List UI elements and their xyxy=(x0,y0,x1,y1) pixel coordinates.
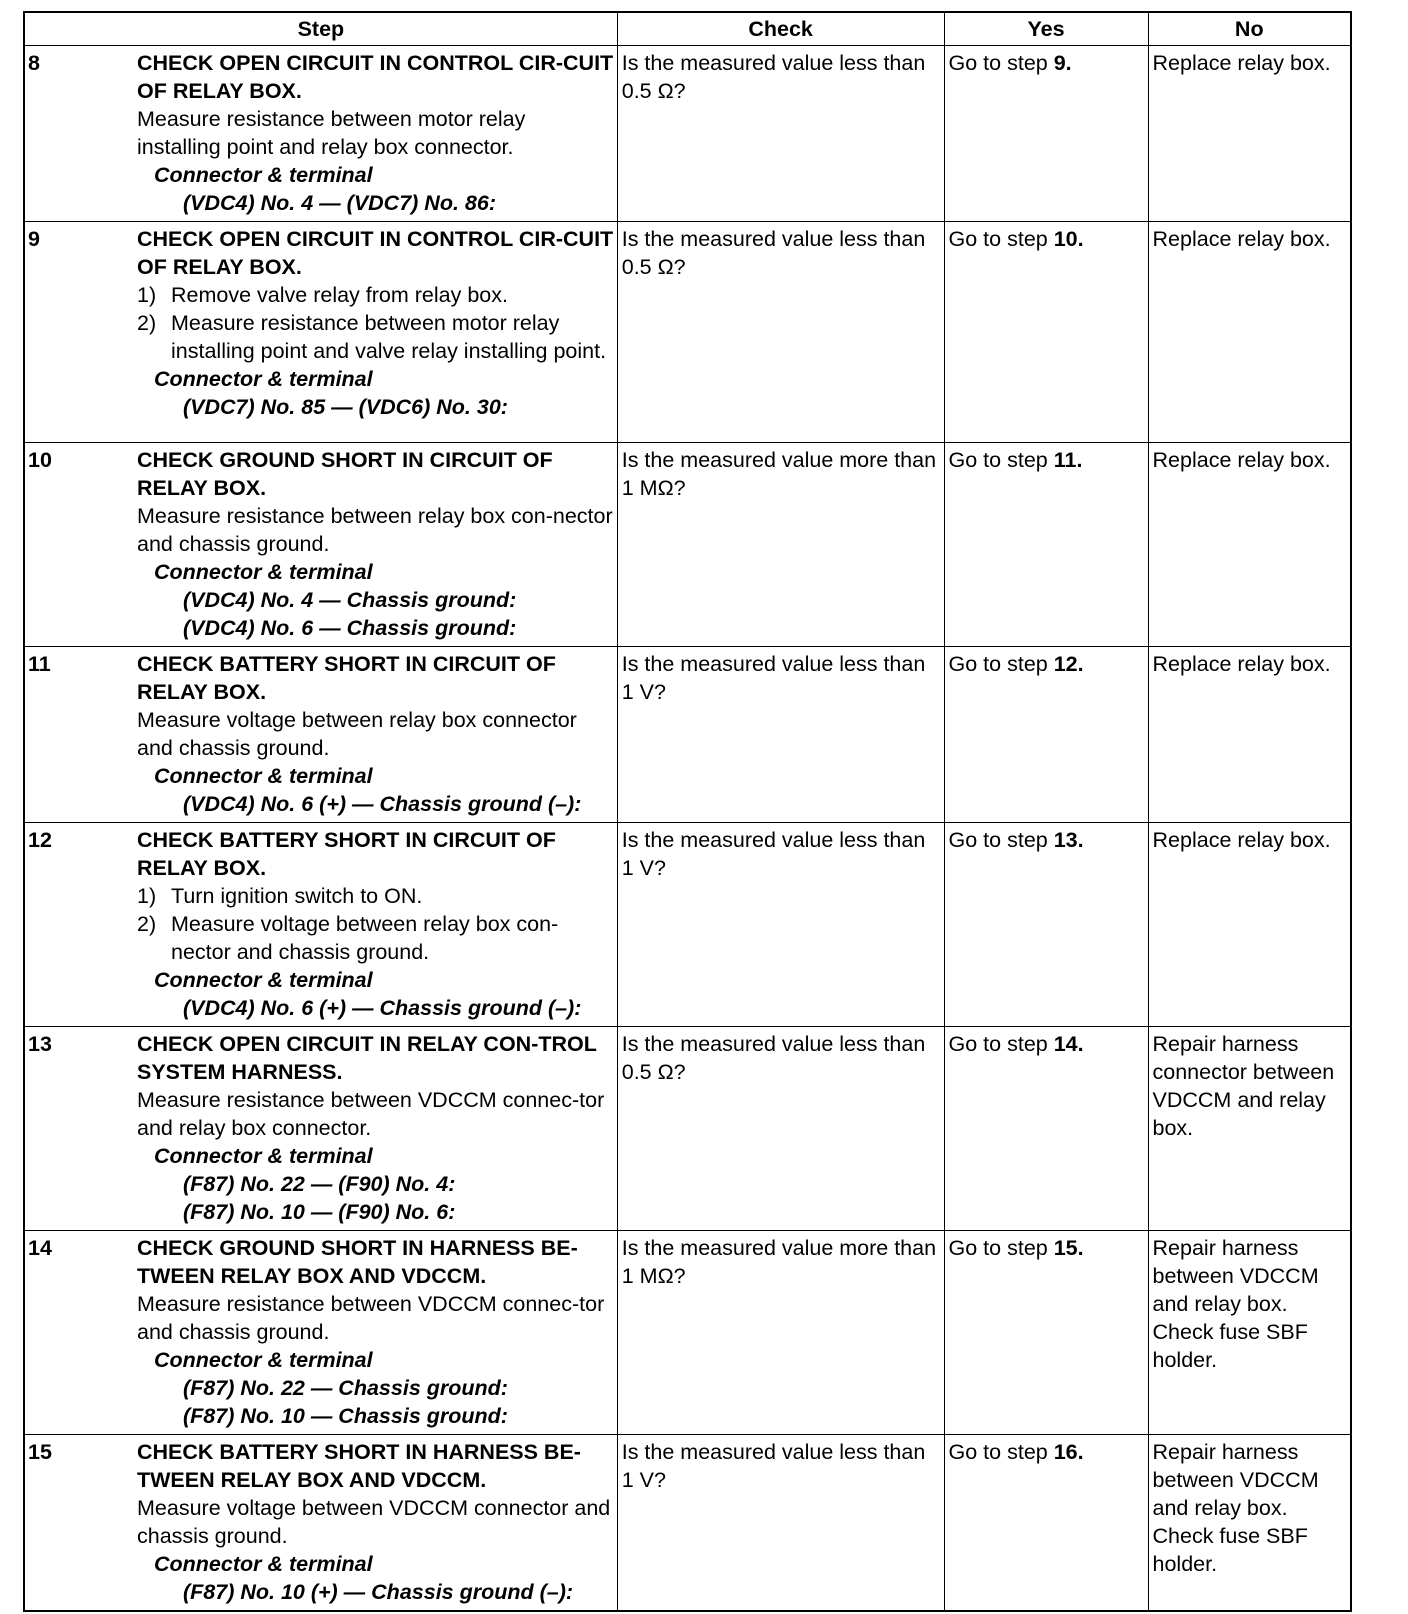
yes-prefix: Go to step xyxy=(948,652,1048,676)
step-title: CHECK BATTERY SHORT IN HARNESS BE-TWEEN RELAY BOX AND VDCCM. xyxy=(137,1440,581,1492)
check-cell: Is the measured value less than 1 V? xyxy=(617,647,944,823)
header-row xyxy=(24,12,1351,46)
table-row xyxy=(24,647,1351,823)
yes-prefix: Go to step xyxy=(948,828,1048,852)
yes-cell xyxy=(944,823,1148,1027)
step-body xyxy=(137,446,615,642)
substep-text: Turn ignition switch to ON. xyxy=(171,884,423,908)
table-row xyxy=(24,443,1351,647)
no-cell: Replace relay box. xyxy=(1148,222,1351,443)
yes-header: Yes xyxy=(944,12,1148,46)
yes-prefix: Go to step xyxy=(948,227,1048,251)
connector-terminal-line: (VDC4) No. 6 — Chassis ground: xyxy=(183,616,517,640)
step-body xyxy=(137,49,615,217)
yes-step-number: 15. xyxy=(1053,1236,1084,1260)
yes-cell xyxy=(944,443,1148,647)
no-cell: Repair harness between VDCCM and relay box. Check fuse SBF holder. xyxy=(1148,1231,1351,1435)
connector-terminal-line: (F87) No. 22 — Chassis ground: xyxy=(183,1376,508,1400)
step-title: CHECK GROUND SHORT IN HARNESS BE-TWEEN RELAY BOX AND VDCCM. xyxy=(137,1236,578,1288)
substep xyxy=(137,281,615,309)
check-cell: Is the measured value less than 0.5 Ω? xyxy=(617,1027,944,1231)
step-body xyxy=(137,650,615,818)
step-cell xyxy=(24,443,617,647)
step-title: CHECK OPEN CIRCUIT IN RELAY CON-TROL SYSTEM HARNESS. xyxy=(137,1032,597,1084)
substep xyxy=(137,882,615,910)
substep-number: 2) xyxy=(137,912,157,936)
substep-number: 1) xyxy=(137,884,157,908)
connector-terminal-label: Connector & terminal xyxy=(154,1144,373,1168)
connector-terminal-line: (F87) No. 10 (+) — Chassis ground (–): xyxy=(183,1580,574,1604)
diagnostic-table xyxy=(23,11,1352,1612)
step-instruction: Measure voltage between VDCCM connector and chassis ground. xyxy=(137,1496,611,1548)
substep-text: Measure voltage between relay box con-nector and chassis ground. xyxy=(171,912,559,964)
connector-terminal-label: Connector & terminal xyxy=(154,1348,373,1372)
yes-cell xyxy=(944,647,1148,823)
yes-step-number: 16. xyxy=(1053,1440,1084,1464)
yes-cell xyxy=(944,1435,1148,1612)
yes-step-number: 10. xyxy=(1053,227,1084,251)
check-cell: Is the measured value less than 1 V? xyxy=(617,823,944,1027)
connector-terminal-label: Connector & terminal xyxy=(154,1552,373,1576)
connector-terminal-line: (VDC4) No. 6 (+) — Chassis ground (–): xyxy=(183,996,582,1020)
step-cell xyxy=(24,1231,617,1435)
step-instruction: Measure resistance between VDCCM connec-tor and relay box connector. xyxy=(137,1088,605,1140)
step-instruction: Measure resistance between relay box con-nector and chassis ground. xyxy=(137,504,613,556)
no-cell: Replace relay box. xyxy=(1148,823,1351,1027)
yes-prefix: Go to step xyxy=(948,1032,1048,1056)
step-body xyxy=(137,1030,615,1226)
yes-step-number: 11. xyxy=(1053,448,1083,472)
check-cell: Is the measured value more than 1 MΩ? xyxy=(617,443,944,647)
substep-number: 1) xyxy=(137,283,157,307)
step-number: 14 xyxy=(28,1236,52,1260)
check-header: Check xyxy=(617,12,944,46)
table-body xyxy=(24,46,1351,1612)
substep xyxy=(137,309,615,365)
step-number: 8 xyxy=(28,51,40,75)
yes-cell xyxy=(944,1231,1148,1435)
check-cell: Is the measured value more than 1 MΩ? xyxy=(617,1231,944,1435)
yes-prefix: Go to step xyxy=(948,1440,1048,1464)
connector-terminal-line: (F87) No. 10 — (F90) No. 6: xyxy=(183,1200,456,1224)
step-header: Step xyxy=(24,12,617,46)
step-number: 10 xyxy=(28,448,52,472)
step-instruction: Measure voltage between relay box connector and chassis ground. xyxy=(137,708,577,760)
yes-cell xyxy=(944,222,1148,443)
substep-text: Measure resistance between motor relay installing point and valve relay installing point. xyxy=(171,311,607,363)
table-row xyxy=(24,1027,1351,1231)
substep-text: Remove valve relay from relay box. xyxy=(171,283,508,307)
no-cell: Replace relay box. xyxy=(1148,647,1351,823)
no-cell: Repair harness between VDCCM and relay box. Check fuse SBF holder. xyxy=(1148,1435,1351,1612)
step-title: CHECK BATTERY SHORT IN CIRCUIT OF RELAY BOX. xyxy=(137,652,556,704)
step-body xyxy=(137,225,615,421)
no-cell: Replace relay box. xyxy=(1148,46,1351,222)
connector-terminal-label: Connector & terminal xyxy=(154,560,373,584)
step-title: CHECK OPEN CIRCUIT IN CONTROL CIR-CUIT OF RELAY BOX. xyxy=(137,51,614,103)
yes-step-number: 12. xyxy=(1053,652,1084,676)
table-row xyxy=(24,222,1351,443)
step-body xyxy=(137,1234,615,1430)
connector-terminal-line: (F87) No. 10 — Chassis ground: xyxy=(183,1404,508,1428)
connector-terminal-label: Connector & terminal xyxy=(154,163,373,187)
substep-number: 2) xyxy=(137,311,157,335)
connector-terminal-line: (VDC4) No. 4 — Chassis ground: xyxy=(183,588,517,612)
table-row xyxy=(24,1231,1351,1435)
check-cell: Is the measured value less than 1 V? xyxy=(617,1435,944,1612)
step-instruction: Measure resistance between motor relay installing point and relay box connector. xyxy=(137,107,526,159)
step-body xyxy=(137,826,615,1022)
yes-prefix: Go to step xyxy=(948,1236,1048,1260)
connector-terminal-line: (VDC4) No. 6 (+) — Chassis ground (–): xyxy=(183,792,582,816)
yes-prefix: Go to step xyxy=(948,51,1048,75)
step-cell xyxy=(24,222,617,443)
step-number: 12 xyxy=(28,828,52,852)
no-cell: Replace relay box. xyxy=(1148,443,1351,647)
connector-terminal-label: Connector & terminal xyxy=(154,367,373,391)
step-number: 15 xyxy=(28,1440,52,1464)
table-row xyxy=(24,823,1351,1027)
check-cell: Is the measured value less than 0.5 Ω? xyxy=(617,222,944,443)
substep xyxy=(137,910,615,966)
connector-terminal-label: Connector & terminal xyxy=(154,764,373,788)
step-title: CHECK OPEN CIRCUIT IN CONTROL CIR-CUIT OF RELAY BOX. xyxy=(137,227,614,279)
step-number: 13 xyxy=(28,1032,52,1056)
yes-step-number: 9. xyxy=(1053,51,1072,75)
step-cell xyxy=(24,1435,617,1612)
yes-cell xyxy=(944,1027,1148,1231)
step-cell xyxy=(24,1027,617,1231)
connector-terminal-line: (VDC4) No. 4 — (VDC7) No. 86: xyxy=(183,191,496,215)
step-number: 9 xyxy=(28,227,40,251)
step-cell xyxy=(24,647,617,823)
yes-step-number: 14. xyxy=(1053,1032,1084,1056)
check-cell: Is the measured value less than 0.5 Ω? xyxy=(617,46,944,222)
connector-terminal-line: (VDC7) No. 85 — (VDC6) No. 30: xyxy=(183,395,508,419)
yes-step-number: 13. xyxy=(1053,828,1084,852)
step-body xyxy=(137,1438,615,1606)
connector-terminal-line: (F87) No. 22 — (F90) No. 4: xyxy=(183,1172,456,1196)
step-number: 11 xyxy=(28,652,51,676)
step-title: CHECK BATTERY SHORT IN CIRCUIT OF RELAY BOX. xyxy=(137,828,556,880)
step-instruction: Measure resistance between VDCCM connec-tor and chassis ground. xyxy=(137,1292,605,1344)
no-header: No xyxy=(1148,12,1351,46)
no-cell: Repair harness connector between VDCCM and relay box. xyxy=(1148,1027,1351,1231)
step-cell xyxy=(24,823,617,1027)
yes-cell xyxy=(944,46,1148,222)
connector-terminal-label: Connector & terminal xyxy=(154,968,373,992)
table-row xyxy=(24,1435,1351,1612)
yes-prefix: Go to step xyxy=(948,448,1048,472)
table-row xyxy=(24,46,1351,222)
step-cell xyxy=(24,46,617,222)
step-title: CHECK GROUND SHORT IN CIRCUIT OF RELAY BOX. xyxy=(137,448,553,500)
